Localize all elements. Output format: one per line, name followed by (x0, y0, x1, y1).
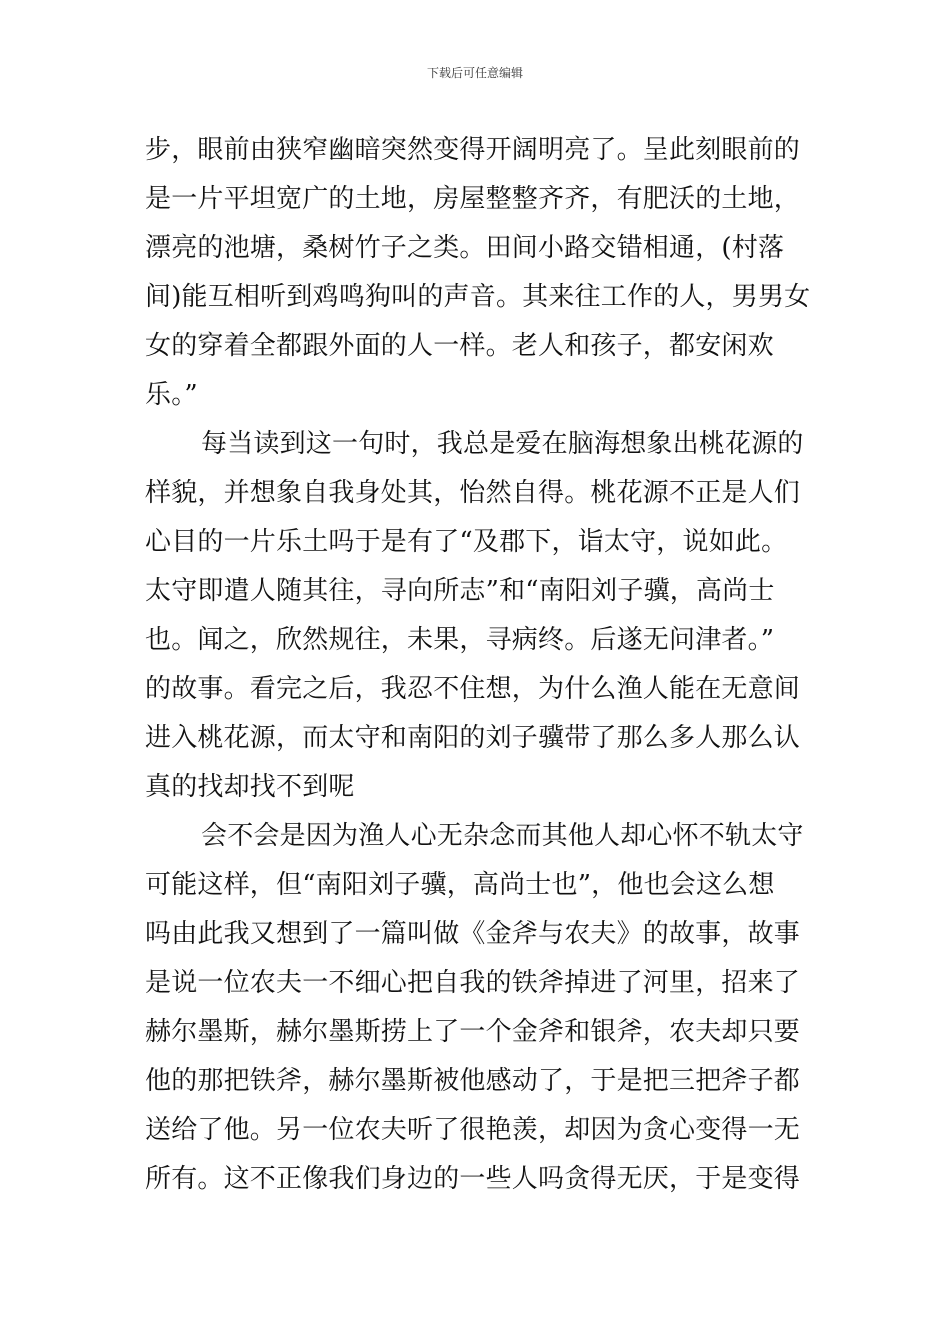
text-line: 送给了他。另一位农夫听了很艳羡，却因为贪心变得一无 (145, 1115, 801, 1145)
text-line: 的故事。看完之后，我忍不住想，为什么渔人能在无意间 (145, 674, 801, 704)
text-line: 乐。” (145, 380, 198, 410)
text-line: 可能这样，但“南阳刘子骥，高尚士也”，他也会这么想 (145, 870, 775, 900)
text-line: 漂亮的池塘，桑树竹子之类。田间小路交错相通，(村落 (145, 233, 785, 263)
text-line: 间)能互相听到鸡鸣狗叫的声音。其来往工作的人，男男女 (145, 282, 811, 312)
text-line: 也。闻之，欣然规往，未果，寻病终。后遂无问津者。” (145, 625, 775, 655)
paragraph-first-line: 每当读到这一句时，我总是爱在脑海想象出桃花源的 (201, 429, 804, 459)
text-line: 是一片平坦宽广的土地，房屋整整齐齐，有肥沃的土地， (145, 184, 801, 214)
text-line: 进入桃花源，而太守和南阳的刘子骥带了那么多人那么认 (145, 723, 801, 753)
text-line: 赫尔墨斯，赫尔墨斯捞上了一个金斧和银斧，农夫却只要 (145, 1017, 801, 1047)
text-line: 是说一位农夫一不细心把自我的铁斧掉进了河里，招来了 (145, 968, 801, 998)
text-line: 心目的一片乐土吗于是有了“及郡下，诣太守，说如此。 (145, 527, 788, 557)
document-body (145, 126, 810, 1204)
text-line: 所有。这不正像我们身边的一些人吗贪得无厌，于是变得 (145, 1164, 801, 1194)
page-header: 下载后可任意编辑 (426, 66, 523, 80)
text-line: 女的穿着全都跟外面的人一样。老人和孩子，都安闲欢 (145, 331, 774, 361)
text-line: 他的那把铁斧，赫尔墨斯被他感动了，于是把三把斧子都 (145, 1066, 801, 1096)
text-line: 吗由此我又想到了一篇叫做《金斧与农夫》的故事，故事 (145, 919, 801, 949)
text-line: 真的找却找不到呢 (145, 772, 355, 802)
paragraph-first-line: 会不会是因为渔人心无杂念而其他人却心怀不轨太守 (201, 821, 804, 851)
text-line: 步，眼前由狭窄幽暗突然变得开阔明亮了。呈此刻眼前的 (145, 135, 801, 165)
text-line: 太守即遣人随其往，寻向所志”和“南阳刘子骥，高尚士 (145, 576, 775, 606)
text-line: 样貌，并想象自我身处其，怡然自得。桃花源不正是人们 (145, 478, 801, 508)
